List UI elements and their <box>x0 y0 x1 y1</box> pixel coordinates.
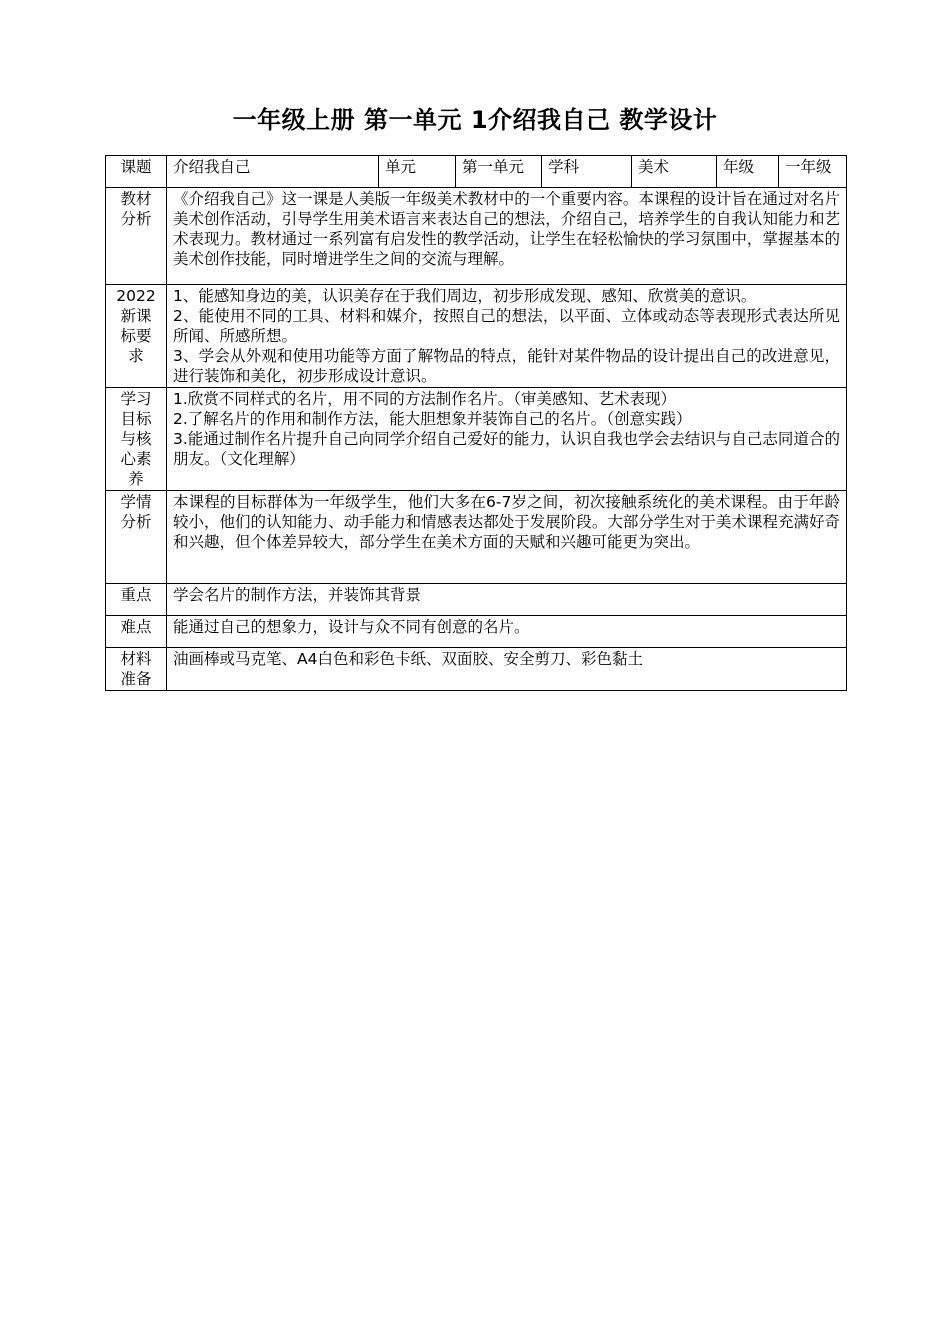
difficulty-label: 难点 <box>106 616 167 648</box>
curriculum-standard-item: 2、能使用不同的工具、材料和媒介，按照自己的想法，以平面、立体或动态等表现形式表达所见所闻、所感所想。 <box>173 307 840 345</box>
key-point-text: 学会名片的制作方法，并装饰其背景 <box>167 584 847 616</box>
objective-item: 1.欣赏不同样式的名片，用不同的方法制作名片。（审美感知、艺术表现） <box>173 390 677 408</box>
topic-value: 介绍我自己 <box>167 156 379 188</box>
curriculum-standard-item: 1、能感知身边的美，认识美存在于我们周边，初步形成发现、感知、欣赏美的意识。 <box>173 287 757 305</box>
unit-label: 单元 <box>379 156 456 188</box>
page-title: 一年级上册 第一单元 1介绍我自己 教学设计 <box>232 106 718 134</box>
student-analysis-text: 本课程的目标群体为一年级学生，他们大多在6-7岁之间，初次接触系统化的美术课程。由于年龄较小，他们的认知能力、动手能力和情感表达都处于发展阶段。大部分学生对于美术课程充满好奇和兴趣，但个体差异较大，部分学生在美术方面的天赋和兴趣可能更为突出。 <box>167 491 847 584</box>
lesson-plan-table <box>105 155 847 691</box>
objective-item: 2.了解名片的作用和制作方法，能大胆想象并装饰自己的名片。（创意实践） <box>173 410 692 428</box>
grade-value: 一年级 <box>779 156 847 188</box>
objectives-row <box>106 388 847 491</box>
difficulty-text: 能通过自己的想象力，设计与众不同有创意的名片。 <box>167 616 847 648</box>
key-point-label: 重点 <box>106 584 167 616</box>
curriculum-standard-row <box>106 285 847 388</box>
textbook-analysis-label: 教材 分析 <box>106 188 167 285</box>
header-row <box>106 156 847 188</box>
unit-value: 第一单元 <box>456 156 542 188</box>
student-analysis-label: 学情 分析 <box>106 491 167 584</box>
curriculum-standard-item: 3、学会从外观和使用功能等方面了解物品的特点，能针对某件物品的设计提出自己的改进意见，进行装饰和美化，初步形成设计意识。 <box>173 347 840 385</box>
textbook-analysis-row <box>106 188 847 285</box>
grade-label: 年级 <box>717 156 779 188</box>
objective-item: 3.能通过制作名片提升自己向同学介绍自己爱好的能力，认识自我也学会去结识与自己志同道合的朋友。（文化理解） <box>173 430 840 468</box>
materials-label: 材料 准备 <box>106 648 167 691</box>
subject-label: 学科 <box>542 156 632 188</box>
materials-text: 油画棒或马克笔、A4白色和彩色卡纸、双面胶、安全剪刀、彩色黏土 <box>167 648 847 691</box>
student-analysis-row <box>106 491 847 584</box>
objectives-label: 学习 目标 与核 心素 养 <box>106 388 167 491</box>
objectives-content <box>167 388 847 491</box>
curriculum-standard-label: 2022 新课 标要 求 <box>106 285 167 388</box>
key-point-row <box>106 584 847 616</box>
materials-row <box>106 648 847 691</box>
difficulty-row <box>106 616 847 648</box>
curriculum-standard-content <box>167 285 847 388</box>
topic-label: 课题 <box>106 156 167 188</box>
subject-value: 美术 <box>632 156 717 188</box>
textbook-analysis-text: 《介绍我自己》这一课是人美版一年级美术教材中的一个重要内容。本课程的设计旨在通过对名片美术创作活动，引导学生用美术语言来表达自己的想法，介绍自己，培养学生的自我认知能力和艺术表现力。教材通过一系列富有启发性的教学活动，让学生在轻松愉快的学习氛围中，掌握基本的美术创作技能，同时增进学生之间的交流与理解。 <box>167 188 847 285</box>
